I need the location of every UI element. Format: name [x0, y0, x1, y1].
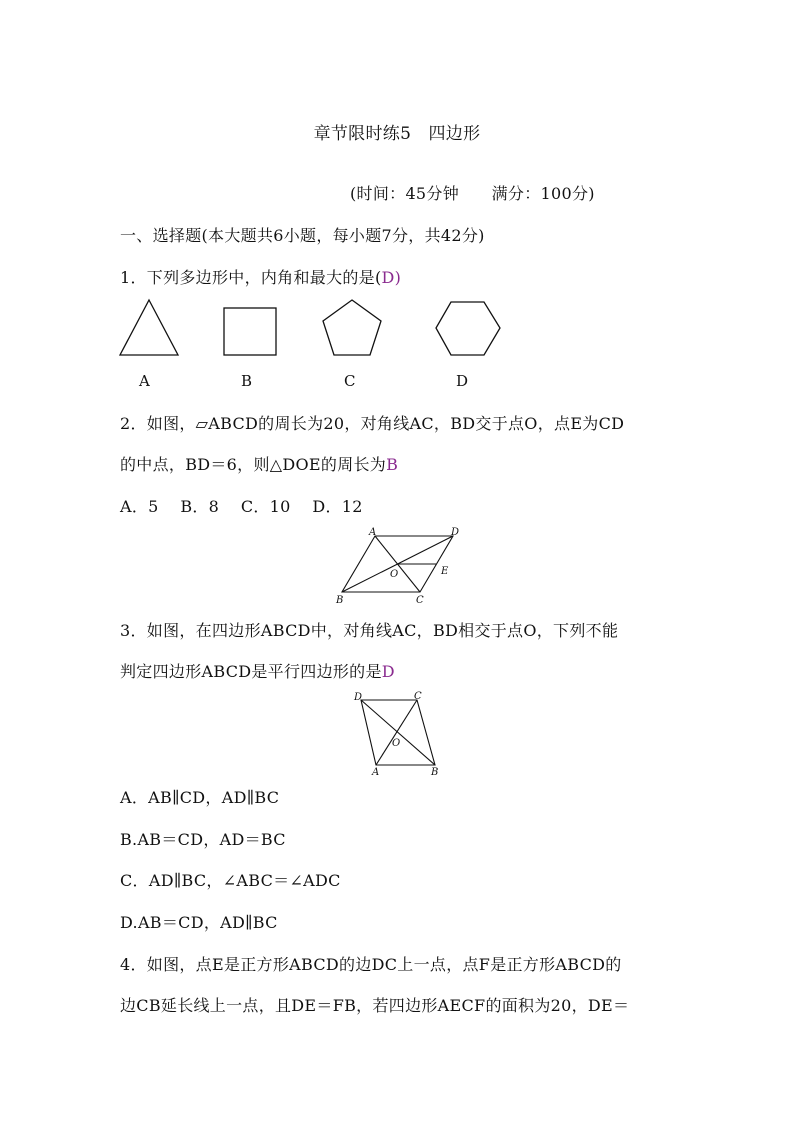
point-o-label: O: [390, 569, 399, 580]
polygon-figures: [112, 296, 512, 364]
question-3-option-b: B.AB＝CD，AD＝BC: [120, 830, 286, 849]
question-1-text: 1．下列多边形中，内角和最大的是(: [120, 268, 382, 287]
vertex-b-label: B: [431, 767, 439, 778]
figure-label-a: A: [139, 372, 150, 390]
question-3-text: 判定四边形ABCD是平行四边形的是: [120, 662, 382, 681]
vertex-a-label: A: [372, 767, 380, 778]
section-heading: 一、选择题(本大题共6小题，每小题7分，共42分): [120, 226, 485, 245]
question-3-answer: D: [381, 662, 395, 681]
vertex-a-label: A: [369, 527, 377, 538]
square-shape: [224, 308, 276, 355]
figure-label-c: C: [344, 372, 356, 390]
question-3-option-d: D.AB＝CD，AD∥BC: [120, 913, 278, 932]
question-3-option-c: C．AD∥BC，∠ABC＝∠ADC: [120, 871, 341, 890]
question-2-options: A．5 B．8 C．10 D．12: [120, 497, 363, 516]
question-2-line-2: [120, 455, 398, 475]
vertex-c-label: C: [416, 595, 424, 606]
quadrilateral-diagram: [348, 688, 448, 778]
vertex-d-label: D: [354, 692, 363, 703]
page-title: 章节限时练5 四边形: [313, 124, 481, 144]
figure-label-b: B: [241, 372, 253, 390]
vertex-b-label: B: [336, 595, 344, 606]
parallelogram-diagram: [330, 526, 470, 608]
point-o-label: O: [392, 738, 401, 749]
question-2-answer: B: [386, 455, 399, 474]
question-4-line-2: 边CB延长线上一点，且DE＝FB，若四边形AECF的面积为20，DE＝: [120, 996, 630, 1015]
hexagon-shape: [436, 302, 500, 355]
question-2-line-1: 2．如图，▱ABCD的周长为20，对角线AC，BD交于点O，点E为CD: [120, 414, 625, 433]
figure-label-d: D: [456, 372, 469, 390]
question-3-line-2: [120, 662, 395, 682]
time-info: (时间：45分钟 满分：100分): [350, 184, 595, 203]
vertex-c-label: C: [414, 691, 422, 702]
pentagon-shape: [323, 300, 381, 355]
question-3-line-1: 3．如图，在四边形ABCD中，对角线AC，BD相交于点O，下列不能: [120, 621, 619, 640]
question-2-text: 的中点，BD＝6，则△DOE的周长为: [120, 455, 387, 474]
question-1-answer: D: [381, 268, 395, 287]
question-1: [120, 268, 401, 288]
question-3-option-a: A．AB∥CD，AD∥BC: [120, 788, 280, 807]
vertex-d-label: D: [451, 527, 460, 538]
question-1-paren: ): [394, 268, 402, 287]
point-e-label: E: [441, 566, 449, 577]
triangle-shape: [120, 300, 178, 355]
question-4-line-1: 4．如图，点E是正方形ABCD的边DC上一点，点F是正方形ABCD的: [120, 955, 622, 974]
